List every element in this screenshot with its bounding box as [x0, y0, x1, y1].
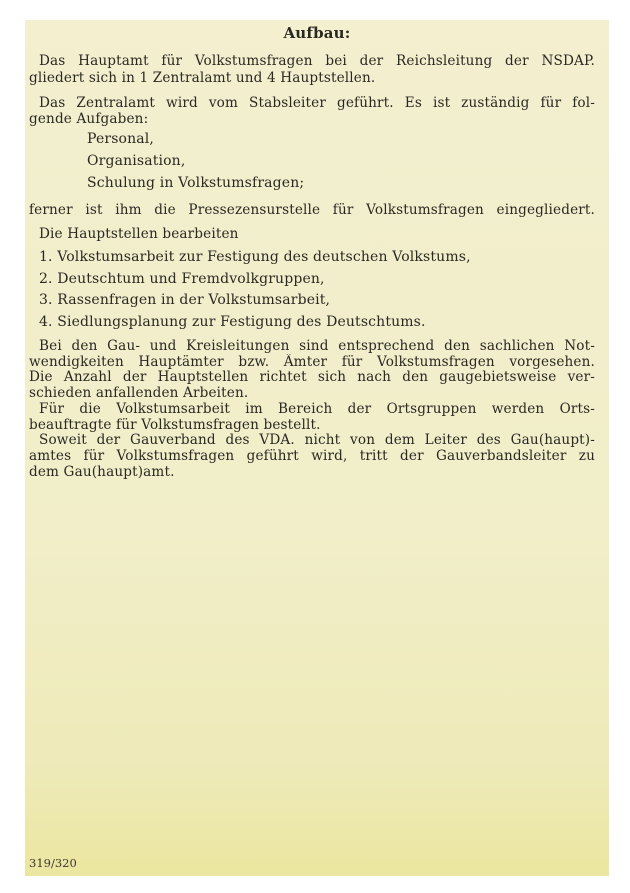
- paragraph-line: Bei den Gau- und Kreisleitungen sind entsprechend den sachlichen Not-: [39, 338, 595, 354]
- page-title: Aufbau:: [283, 24, 351, 42]
- paragraph-line: Das Zentralamt wird vom Stabsleiter geführt. Es ist zuständig für fol-: [39, 95, 595, 111]
- paragraph-line: wendigkeiten Hauptämter bzw. Ämter für Volkstumsfragen vorgesehen.: [29, 354, 595, 370]
- paragraph-line: ferner ist ihm die Pressezensurstelle für Volkstumsfragen eingegliedert.: [29, 202, 595, 218]
- paragraph-line: Die Anzahl der Hauptstellen richtet sich nach den gaugebietsweise ver-: [29, 369, 595, 385]
- paragraph-line: dem Gau(haupt)amt.: [29, 464, 175, 480]
- page-number: 319/320: [29, 856, 77, 870]
- list-item: Schulung in Volkstumsfragen;: [87, 175, 305, 191]
- paragraph-line: Soweit der Gauverband des VDA. nicht von dem Leiter des Gau(haupt)-: [39, 432, 595, 448]
- list-item: 4. Siedlungsplanung zur Festigung des Deutschtums.: [39, 314, 426, 330]
- paragraph-line: schieden anfallenden Arbeiten.: [29, 385, 249, 401]
- paragraph-line: beauftragte für Volkstumsfragen bestellt.: [29, 417, 321, 433]
- list-item: 3. Rassenfragen in der Volkstumsarbeit,: [39, 292, 331, 308]
- list-item: Personal,: [87, 131, 155, 147]
- paragraph-line: amtes für Volkstumsfragen geführt wird, tritt der Gauverbandsleiter zu: [29, 448, 595, 464]
- document-page: [25, 20, 609, 876]
- paragraph-line: Das Hauptamt für Volkstumsfragen bei der Reichsleitung der NSDAP.: [39, 53, 595, 69]
- paragraph-line: gende Aufgaben:: [29, 111, 149, 127]
- paragraph-line: Die Hauptstellen bearbeiten: [39, 226, 239, 242]
- list-item: 1. Volkstumsarbeit zur Festigung des deutschen Volkstums,: [39, 249, 471, 265]
- list-item: Organisation,: [87, 153, 186, 169]
- paragraph-line: gliedert sich in 1 Zentralamt und 4 Hauptstellen.: [29, 70, 376, 86]
- list-item: 2. Deutschtum und Fremdvolkgruppen,: [39, 271, 325, 287]
- paragraph-line: Für die Volkstumsarbeit im Bereich der Ortsgruppen werden Orts-: [39, 401, 595, 417]
